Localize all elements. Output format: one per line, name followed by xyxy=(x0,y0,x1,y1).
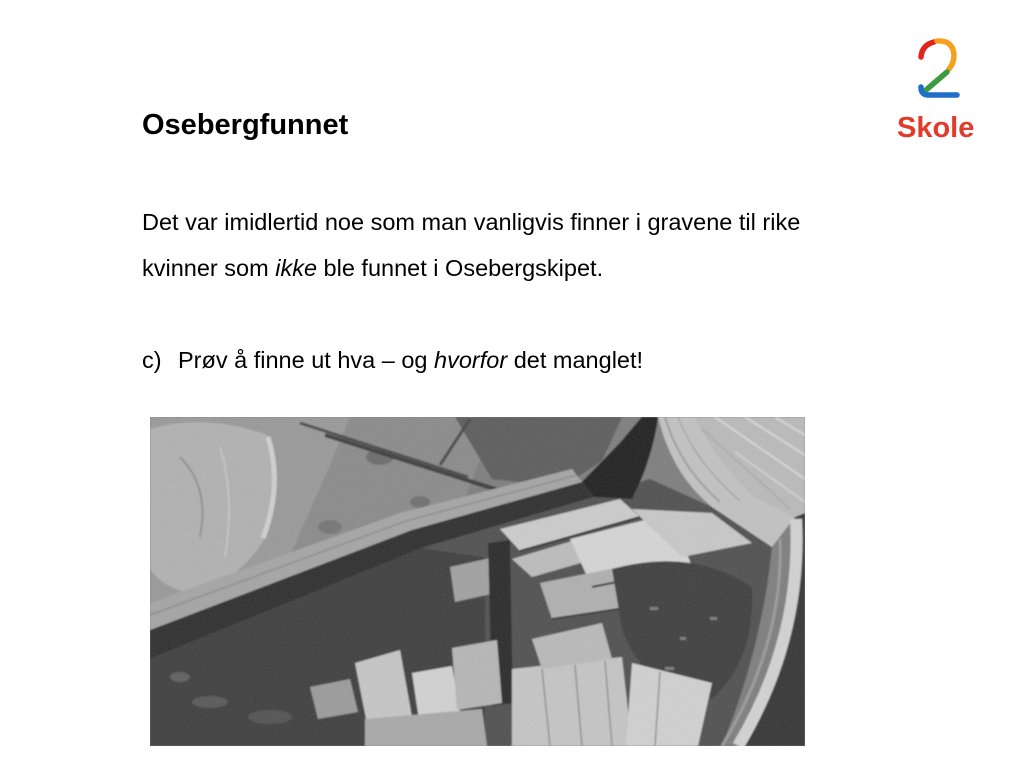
question-item xyxy=(142,337,643,383)
paragraph-line-2 xyxy=(142,245,603,291)
emphasis-text: ikke xyxy=(275,255,318,281)
excavation-photo xyxy=(150,417,805,746)
logo-stroke-orange xyxy=(937,41,954,69)
logo-wordmark: Skole xyxy=(897,112,975,144)
question-text: det manglet! xyxy=(507,347,644,373)
slide-title: Osebergfunnet xyxy=(142,109,349,141)
paragraph-text: ble funnet i Osebergskipet. xyxy=(317,255,604,281)
paragraph-line-1: Det var imidlertid noe som man vanligvis finner i gravene til rike xyxy=(142,209,801,235)
emphasis-text: hvorfor xyxy=(434,347,508,373)
question-text: Prøv å finne ut hva – og xyxy=(178,347,435,373)
logo-digit-2-icon xyxy=(910,36,966,102)
logo-stroke-red xyxy=(921,42,934,57)
photo-grain xyxy=(150,417,805,746)
logo-stroke-green xyxy=(926,72,947,90)
paragraph-text: kvinner som xyxy=(142,255,276,281)
question-label: c) xyxy=(142,347,162,373)
